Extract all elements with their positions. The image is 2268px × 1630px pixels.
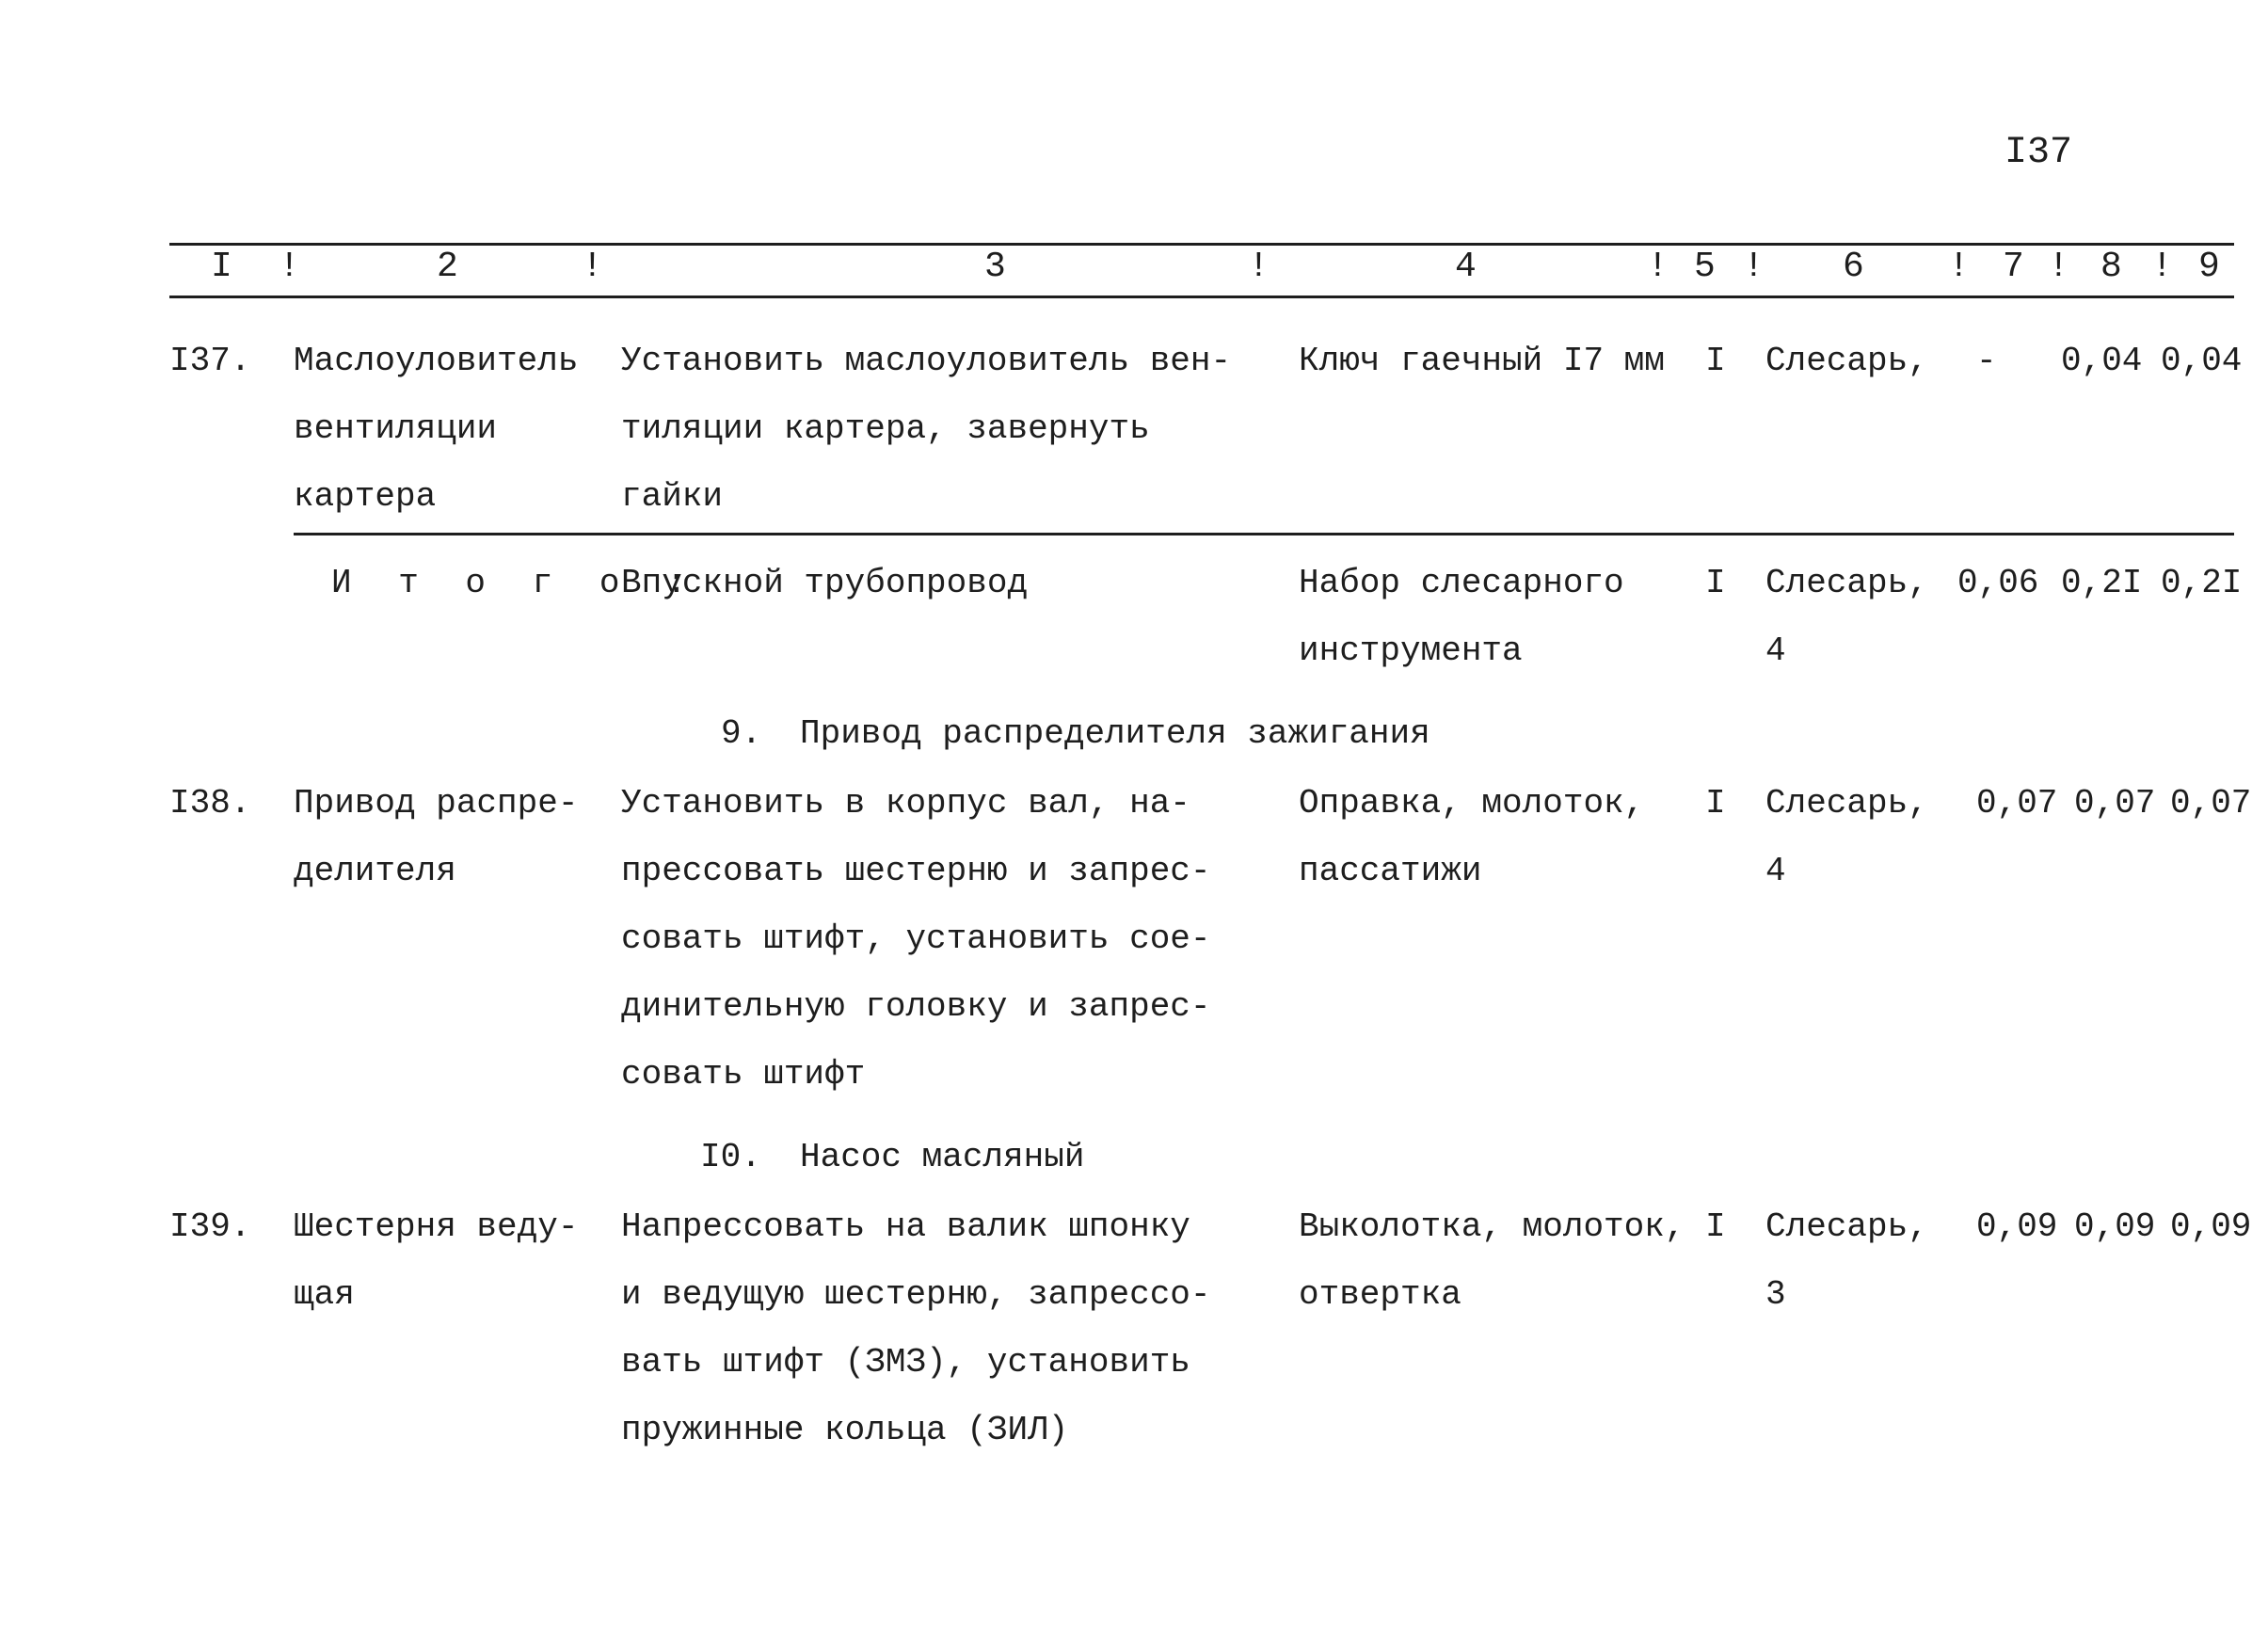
col-9-value: 0,04 [2161,342,2243,380]
col-9-value: 0,09 [2170,1207,2252,1246]
operation-text: Установить маслоуловитель вен- тиляции картера, завернуть гайки [621,342,1232,516]
operation-text: Впускной трубопровод [621,564,1029,602]
tools-text: Ключ гаечный I7 мм [1299,342,1665,380]
tools-text: Оправка, молоток, пассатижи [1299,784,1645,890]
header-sep: ! [279,247,300,287]
header-sep: ! [1248,247,1270,287]
header-col-8: 8 [2100,247,2122,287]
header-sep: ! [2151,247,2173,287]
header-col-1: I [211,247,232,287]
row-number: I37. [169,342,251,380]
col-8-value: 0,04 [2061,342,2143,380]
header-sep: ! [1647,247,1669,287]
section-number: I0. [700,1138,761,1176]
col-8-value: 0,07 [2074,784,2156,823]
section-number: 9. [721,714,762,753]
operation-text: Установить в корпус вал, на- прессовать шестерню и запрес- совать штифт, установить сое- динительную головку и запрес- совать штифт [621,784,1211,1094]
header-col-5: 5 [1694,247,1716,287]
col-7-value: 0,07 [1976,784,2058,823]
header-col-4: 4 [1455,247,1477,287]
col-8-value: 0,2I [2061,564,2143,602]
header-sep: ! [582,247,603,287]
quantity: I [1705,1207,1726,1246]
worker: Слесарь, 3 [1765,1207,1928,1314]
header-sep: ! [1948,247,1970,287]
page-number: I37 [2004,132,2073,174]
part-name: Шестерня веду- щая [294,1207,579,1314]
col-9-value: 0,07 [2170,784,2252,823]
worker: Слесарь, [1765,342,1928,380]
worker: Слесарь, 4 [1765,564,1928,670]
row-number: I39. [169,1207,251,1246]
col-8-value: 0,09 [2074,1207,2156,1246]
row-number: I38. [169,784,251,823]
col-7-value: - [1976,342,1997,380]
header-col-9: 9 [2198,247,2220,287]
worker: Слесарь, 4 [1765,784,1928,890]
subtotal-rule [294,533,2234,535]
header-col-3: 3 [984,247,1006,287]
section-title: Привод распределителя зажигания [800,714,1430,753]
operation-text: Напрессовать на валик шпонку и ведущую шестерню, запрессо- вать штифт (ЗМЗ), установить пружинные кольца (ЗИЛ) [621,1207,1211,1449]
header-sep: ! [2048,247,2069,287]
tools-text: Набор слесарного инструмента [1299,564,1624,670]
section-title: Насос масляный [800,1138,1085,1176]
quantity: I [1705,564,1726,602]
header-sep: ! [1743,247,1765,287]
part-name: Привод распре- делителя [294,784,579,890]
col-7-value: 0,09 [1976,1207,2058,1246]
col-7-value: 0,06 [1957,564,2039,602]
header-col-6: 6 [1843,247,1864,287]
total-label: И т о г о : [331,564,700,602]
col-9-value: 0,2I [2161,564,2243,602]
quantity: I [1705,784,1726,823]
part-name: Маслоуловитель вентиляции картера [294,342,579,516]
header-col-2: 2 [437,247,458,287]
quantity: I [1705,342,1726,380]
header-bottom-rule [169,296,2234,298]
header-col-7: 7 [2003,247,2024,287]
header-top-rule [169,243,2234,246]
tools-text: Выколотка, молоток, отвертка [1299,1207,1685,1314]
